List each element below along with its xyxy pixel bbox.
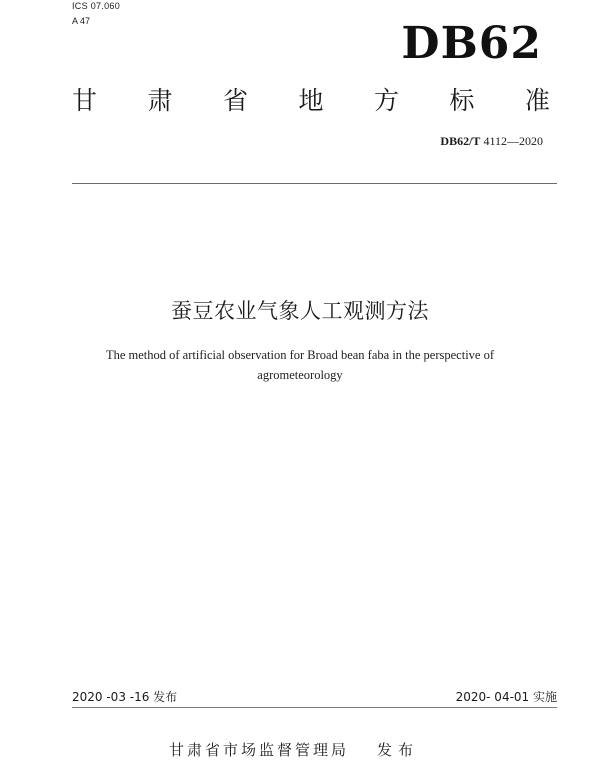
footer-divider bbox=[72, 707, 557, 708]
standard-type-char: 地 bbox=[298, 86, 324, 115]
standard-type-char: 标 bbox=[449, 86, 475, 115]
issuing-authority bbox=[169, 740, 419, 760]
issue-word: 发布 bbox=[377, 741, 420, 759]
standard-number bbox=[440, 133, 543, 149]
standard-type-char: 甘 bbox=[72, 86, 98, 115]
english-title-line-2: agrometeorology bbox=[257, 368, 343, 382]
document-title-english bbox=[60, 345, 540, 385]
standard-type-char: 准 bbox=[524, 86, 550, 115]
standard-type-char: 肃 bbox=[147, 86, 173, 115]
implementation-date: 2020- 04-01 实施 bbox=[455, 690, 557, 704]
issuer-name: 甘肃省市场监督管理局 bbox=[169, 741, 350, 759]
standard-type-char: 方 bbox=[373, 86, 399, 115]
standard-number-value: 4112—2020 bbox=[483, 134, 543, 148]
document-title-chinese: 蚕豆农业气象人工观测方法 bbox=[171, 299, 429, 323]
ics-code: ICS 07.060 bbox=[72, 1, 121, 11]
english-title-line-1: The method of artificial observation for Broad bean faba in the perspective of bbox=[105, 348, 495, 362]
standard-type-char: 省 bbox=[222, 86, 248, 115]
issue-date: 2020 -03 -16 发布 bbox=[72, 690, 178, 704]
header-divider bbox=[72, 183, 557, 184]
standard-number-prefix: DB62/T bbox=[440, 134, 481, 148]
classification-code: A 47 bbox=[72, 16, 91, 26]
db62-logo: DB62 bbox=[401, 18, 542, 69]
standard-type-heading bbox=[72, 84, 550, 118]
